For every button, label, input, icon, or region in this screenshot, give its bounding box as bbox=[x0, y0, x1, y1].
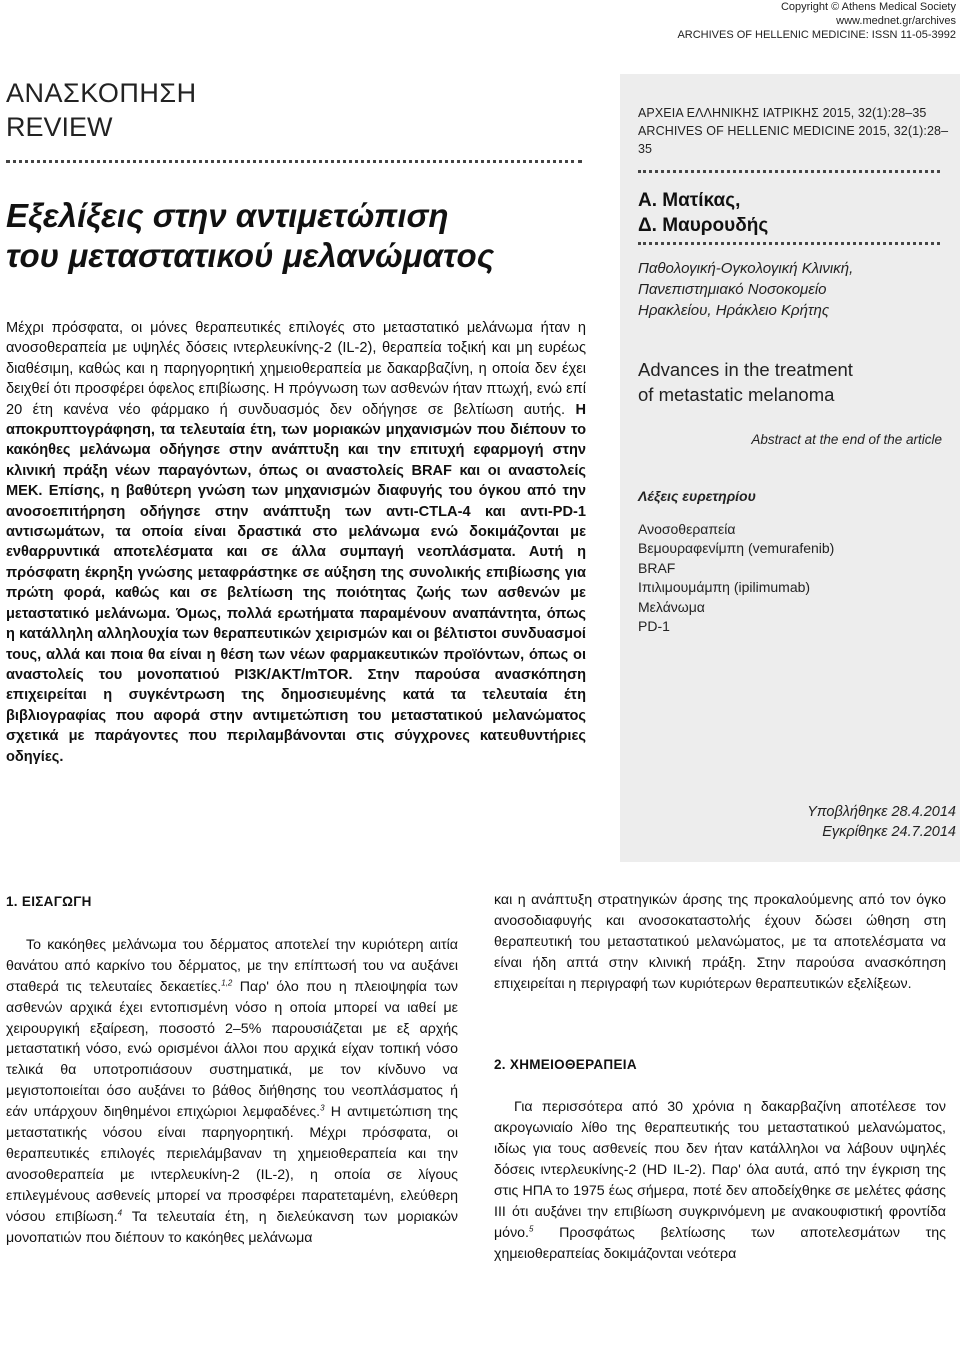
introduction-paragraph bbox=[6, 935, 458, 1249]
intro-text-a: Το κακόηθες μελάνωμα του δέρματος αποτελεί την κυριότερη αιτία θανάτου από καρκίνο του δέρματος, με την επίπτωσή του να αυξάνει σταθερά τις τελευταίες δεκαετίες. bbox=[6, 936, 458, 995]
journal-citation bbox=[638, 104, 960, 158]
affiliation-line-1: Παθολογική-Ογκολογική Κλινική, bbox=[638, 260, 854, 277]
abstract-note: Abstract at the end of the article bbox=[751, 432, 942, 447]
reference-marker: 1,2 bbox=[221, 977, 233, 987]
keywords-list bbox=[638, 520, 834, 636]
section-heading-chemotherapy: 2. ΧΗΜΕΙΟΘΕΡΑΠΕΙΑ bbox=[494, 1056, 637, 1072]
accepted-date: Εγκρίθηκε 24.7.2014 bbox=[822, 824, 956, 840]
divider bbox=[6, 160, 582, 163]
chemo-text-a: Για περισσότερα από 30 χρόνια η δακαρβαζίνη αποτέλεσε τον ακρογωνιαίο λίθο της θεραπευτικής του μεταστατικού μελανώματος, ιδίως για τους ασθενείς που δεν ήταν κατάλληλοι να λάβουν υψηλές δόσεις ιντερλευκίνης-2 (HD IL-2). Παρ' όλα αυτά, από την έγκριση της στις ΗΠΑ το 1975 έως σήμερα, ποτέ δεν αποδείχθηκε σε μελέτες φάσης III ότι αυξάνει την επιβίωση συγκρινόμενη με ανακουφιστική φροντίδα μόνο. bbox=[494, 1099, 946, 1241]
submission-dates bbox=[807, 802, 956, 842]
journal-url: www.mednet.gr/archives bbox=[836, 15, 956, 27]
intro-text-d: Τα τελευταία έτη, η διελεύκανση των μοριακών μονοπατιών που διέπουν το κακόηθες μελάνωμα bbox=[6, 1208, 459, 1246]
divider bbox=[638, 242, 940, 245]
intro-text-c: Η αντιμετώπιση της μεταστατικής νόσου είναι παρηγορητική. Μέχρι πρόσφατα, οι θεραπευτικές επιλογές περιελάμβαναν τη χημειοθεραπεία και την ανοσοθεραπεία με ιντερλευκίνη-2 (IL-2), η οποία σε λίγους επιλεγμένους ασθενείς μπορεί να προσφέρει παρατεταμένη, ελεύθερη νόσου επιβίωση. bbox=[6, 1104, 458, 1225]
abstract-part-2: Η αποκρυπτογράφηση, τα τελευταία έτη, των μοριακών μηχανισμών που διέπουν το κακόηθες μελάνωμα οδήγησε στην ανάπτυξη και την επιτυχή εφαρμογή στην κλινική πράξη νέων παραγόντων, όπως οι αναστολείς BRAF και οι αναστολείς MEK. Επίσης, η βαθύτερη γνώση των μηχανισμών διαφυγής του όγκου από την ανοσοεπιτήρηση οδήγησε στην ανάπτυξη των αντι-CTLA-4 και αντι-PD-1 αντισωμάτων, τα οποία είναι δραστικά στο μελάνωμα ενώ δοκιμάζονται με ενθαρρυντικά αποτελέσματα και σε άλλα συμπαγή νεοπλάσματα. Αυτή η πρόσφατη έκρηξη γνώσης μεταφράστηκε σε αύξηση της συνολικής επιβίωσης για πρώτη φορά, καθώς και σε βελτίωση της ποιότητας ζωής των ασθενών με μεταστατικό μελάνωμα. Όμως, πολλά ερωτήματα παραμένουν αναπάντητα, όπως η κατάλληλη αλληλουχία των θεραπευτικών χειρισμών και οι βέλτιστοι συνδυασμοί τους, αλλά και ποια θα είναι η θέση των νέων φαρμακευτικών προϊόντων, όπως οι αναστολείς του μονοπατιού PI3K/AKT/mTOR. Στην παρούσα ανασκόπηση επιχειρείται η συγκέντρωση της δημοσιευμένης κατά τα τελευταία έτη βιβλιογραφίας που αφορά στην αντιμετώπιση του μεταστατικού μελανώματος σχετικά με παράγοντες που περιλαμβάνονται στις σύγχρονες κατευθυντήριες οδηγίες. bbox=[6, 401, 586, 765]
author-1: Α. Ματίκας, bbox=[638, 190, 741, 211]
divider bbox=[638, 170, 940, 173]
english-title-line-2: of metastatic melanoma bbox=[638, 384, 835, 405]
english-title bbox=[638, 357, 853, 407]
keywords-heading: Λέξεις ευρετηρίου bbox=[638, 488, 756, 504]
article-info-sidebar bbox=[620, 74, 960, 862]
submitted-date: Υποβλήθηκε 28.4.2014 bbox=[807, 804, 956, 820]
author-2: Δ. Μαυρουδής bbox=[638, 215, 769, 236]
chemo-text-b: Προσφάτως βελτίωσης των αποτελεσμάτων της χημειοθεραπείας δοκιμάζονται νεότερα bbox=[494, 1224, 946, 1262]
authors bbox=[638, 188, 768, 238]
keyword-item: Βεμουραφενίμπη (vemurafenib) bbox=[638, 540, 835, 557]
journal-citation-greek: ΑΡΧΕΙΑ ΕΛΛΗΝΙΚΗΣ ΙΑΤΡΙΚΗΣ 2015, 32(1):28–35 bbox=[638, 106, 927, 120]
reference-marker: 5 bbox=[529, 1224, 534, 1234]
body-column-right bbox=[494, 890, 946, 1265]
section-heading-introduction: 1. ΕΙΣΑΓΩΓΗ bbox=[6, 894, 92, 909]
intro-text-b: Παρ' όλο που η πλειοψηφία των ασθενών αρχικά έχει εντοπισμένη νόσο η οποία μπορεί να ιαθεί με χειρουργική εξαίρεση, ποσοστό 2–5% παρουσιάζεται με εξ αρχής μεταστατική νόσο, ενώ ορισμένοι άλλοι που αρχικά είχαν τοπική νόσο τελικά θα υποτροπιάσουν συστηματικά, με τον κίνδυνο να μεγιστοποιείται όσο αυξάνει το βάθος διήθησης του νεοπλάσματος ή εάν υπάρχουν διηθημένοι επιχώριοι λεμφαδένες. bbox=[6, 978, 458, 1121]
keyword-item: Ανοσοθεραπεία bbox=[638, 521, 736, 537]
issn-line: ARCHIVES OF HELLENIC MEDICINE: ISSN 11-05-3992 bbox=[677, 29, 956, 41]
reference-marker: 4 bbox=[117, 1207, 123, 1217]
title-line-2: του μεταστατικού μελανώματος bbox=[6, 237, 495, 274]
english-title-line-1: Advances in the treatment bbox=[638, 359, 853, 380]
section-label-english: REVIEW bbox=[6, 112, 113, 142]
section-label-greek: ΑΝΑΣΚΟΠΗΣΗ bbox=[6, 78, 197, 108]
chemotherapy-paragraph bbox=[494, 1097, 946, 1264]
greek-abstract bbox=[6, 318, 586, 767]
copyright-line: Copyright © Athens Medical Society bbox=[780, 1, 956, 13]
journal-citation-english: ARCHIVES OF HELLENIC MEDICINE 2015, 32(1):28–35 bbox=[638, 124, 949, 156]
keyword-item: Ιπιλιμουμάμπη (ipilimumab) bbox=[638, 579, 811, 596]
reference-marker: 3 bbox=[320, 1103, 325, 1113]
body-column-left bbox=[6, 890, 458, 1249]
introduction-continuation: και η ανάπτυξη στρατηγικών άρσης της προκαλούμενης από τον όγκο ανοσοδιαφυγής και ανοσοκαταστολής έχουν δώσει ώθηση στη θεραπευτική του μεταστατικού μελανώματος, με τα αποτελέσματα να είναι ήδη απτά στην κλινική πράξη. Στην παρούσα ανασκόπηση επιχειρείται η περιγραφή των κυριότερων θεραπευτικών εξελίξεων. bbox=[494, 892, 946, 992]
keyword-item: Μελάνωμα bbox=[638, 598, 705, 615]
keyword-item: BRAF bbox=[638, 559, 676, 576]
abstract-part-1: Μέχρι πρόσφατα, οι μόνες θεραπευτικές επιλογές στο μεταστατικό μελάνωμα ήταν η ανοσοθεραπεία με υψηλές δόσεις ιντερλευκίνης-2 (IL-2), θεραπεία τοξική και μη ευρέως διαθέσιμη, καθώς και η παρηγορητική χημειοθεραπεία με δακαρβαζίνη, η οποία δεν έχει δειχθεί ότι προσφέρει όφελος επιβίωσης. Η πρόγνωση των ασθενών ήταν πτωχή, ενώ επί 20 έτη κανένα νέο φάρμακο ή συνδυασμός δεν οδήγησε σε βελτίωση αυτής. bbox=[6, 320, 586, 418]
journal-header bbox=[677, 0, 956, 42]
title-line-1: Εξελίξεις στην αντιμετώπιση bbox=[6, 197, 449, 234]
affiliation-line-2: Πανεπιστημιακό Νοσοκομείο bbox=[638, 281, 827, 298]
affiliation-line-3: Ηρακλείου, Ηράκλειο Κρήτης bbox=[638, 302, 830, 319]
article-title bbox=[6, 196, 494, 276]
affiliation bbox=[638, 258, 853, 321]
keyword-item: PD-1 bbox=[638, 618, 670, 635]
